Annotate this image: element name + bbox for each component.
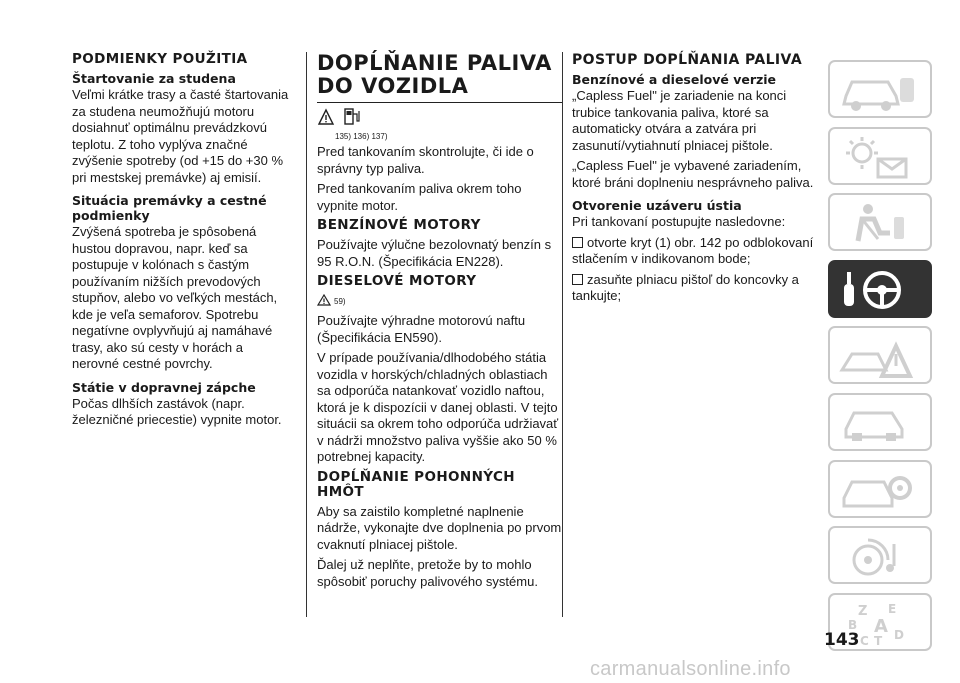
car-dashboard-icon xyxy=(838,66,918,114)
tab-maintenance[interactable] xyxy=(828,393,932,451)
paragraph-refuel-full: Aby sa zaistilo kompletné naplnenie nádrže, vykonajte dve doplnenia po prvom cvaknutí plniacej pištole. xyxy=(317,503,562,552)
key-steering-wheel-icon xyxy=(838,266,918,314)
checkbox-bullet-icon xyxy=(572,274,583,285)
chapter-tabs xyxy=(828,60,932,659)
paragraph-traffic-jam: Počas dlhších zastávok (napr. železničné priecestie) vypnite motor. xyxy=(72,395,282,427)
breakdown-triangle-icon xyxy=(838,332,918,380)
heading-refuelling: DOPĹŇANIE POHONNÝCH HMÔT xyxy=(317,468,516,500)
list-item: otvorte kryt (1) obr. 142 po odblokovaní stlačením v indikovanom bode; xyxy=(572,234,814,266)
paragraph-diesel-spec: Používajte výhradne motorovú naftu (Špecifikácia EN590). xyxy=(317,313,526,345)
warning-references: 135) 136) 137) xyxy=(335,132,388,141)
paragraph-capless-1: „Capless Fuel" je zariadenie na konci trubice tankovania paliva, ktoré sa automaticky otvára a zatvára pri zasunutí/vytiahnutí plniacej pištole. xyxy=(572,88,787,153)
caution-icon xyxy=(317,293,331,311)
index-letter: A xyxy=(874,615,888,637)
index-letter: E xyxy=(888,601,897,616)
subheading-cold-start: Štartovanie za studena xyxy=(72,71,236,86)
fuel-pump-icon xyxy=(317,106,339,131)
car-maintenance-icon xyxy=(838,399,918,447)
index-letter: C xyxy=(860,633,869,647)
page-number: 143 xyxy=(824,630,860,650)
tab-technical-data[interactable] xyxy=(828,460,932,518)
paragraph-traffic-road: Zvýšená spotreba je spôsobená hustou dopravou, napr. keď sa postupuje v kolónach s častým používaním nižších prevodových stupňov, alebo vo veľkých mestách, kde je veľa semaforov. Spotrebu negatívne ovplyvňujú aj namáhavé trasy, ako sú cesty v horách a nerovné cestné povrchy. xyxy=(72,224,278,371)
heading-refuel-procedure: POSTUP DOPĹŇANIA PALIVA xyxy=(572,52,803,68)
column-refuelling xyxy=(317,52,562,594)
subheading-opening: Otvorenie uzáveru ústia xyxy=(572,198,742,213)
section-title-usage-conditions: PODMIENKY POUŽITIA xyxy=(72,51,248,67)
warning-lights-icon xyxy=(838,133,918,181)
paragraph-check-fuel: Pred tankovaním skontrolujte, či ide o správny typ paliva. xyxy=(317,144,534,176)
tab-safety[interactable] xyxy=(828,193,932,251)
warning-symbols xyxy=(317,109,562,131)
subheading-petrol-diesel: Benzínové a dieselové verzie xyxy=(572,72,777,87)
index-letter: T xyxy=(874,633,883,647)
paragraph-petrol: Používajte výlučne bezolovnatý benzín s 95 R.O.N. (Špecifikácia EN228). xyxy=(317,237,552,269)
checkbox-bullet-icon xyxy=(572,237,583,248)
heading-diesel-engines: DIESELOVÉ MOTORY xyxy=(317,273,477,289)
diesel-references: 59) xyxy=(334,297,346,306)
tab-warning-lights[interactable] xyxy=(828,127,932,185)
column-usage-conditions xyxy=(72,52,292,433)
paragraph-engine-off: Pred tankovaním paliva okrem toho vypnite motor. xyxy=(317,181,522,213)
diesel-note-row xyxy=(317,293,562,311)
paragraph-cold-start: Veľmi krátke trasy a časté štartovania za studena neumožňujú motoru dosiahnuť optimálnu prevádzkovú teplotu. Z toho vyplýva značné zvýšenie spotreby (od +15 do +30 % pri mestskej premávke) aj emisií. xyxy=(72,87,289,185)
fuel-pump-icon xyxy=(343,106,361,131)
heading-petrol-engines: BENZÍNOVÉ MOTORY xyxy=(317,217,481,233)
paragraph-procedure-intro: Pri tankovaní postupujte nasledovne: xyxy=(572,214,786,229)
index-letter: Z xyxy=(858,603,868,619)
chapter-title-refuelling: DOPĹŇANIE PALIVA DO VOZIDLA xyxy=(317,52,562,103)
index-letter: D xyxy=(894,627,904,642)
list-item: zasuňte plniacu pištoľ do koncovky a tankujte; xyxy=(572,271,799,303)
paragraph-refuel-stop: Ďalej už neplňte, pretože by to mohlo spôsobiť poruchy palivového systému. xyxy=(317,557,538,589)
column-refuel-procedure xyxy=(572,52,820,309)
index-letter: B xyxy=(848,617,858,632)
seat-safety-icon xyxy=(838,199,918,247)
watermark: carmanualsonline.info xyxy=(590,658,791,680)
tab-multimedia[interactable] xyxy=(828,526,932,584)
car-technical-data-icon xyxy=(838,466,918,514)
subheading-traffic-jam: Státie v dopravnej zápche xyxy=(72,379,256,395)
tab-emergency[interactable] xyxy=(828,326,932,384)
paragraph-diesel-cold: V prípade používania/dlhodobého státia vozidla v horských/chladných oblastiach sa odporúča natankovať vozidlo naftou, ktorá je k dispozícii v danej oblasti. V tejto situácii sa okrem toho odporúča udržiavať v nádrži množstvo paliva vyššie ako 50 % potrebnej kapacity. xyxy=(317,350,559,464)
paragraph-capless-2: „Capless Fuel" je vybavené zariadením, ktoré bráni doplneniu nesprávneho paliva. xyxy=(572,158,814,190)
tab-starting-driving[interactable] xyxy=(828,260,932,318)
subheading-traffic-road: Situácia premávky a cestné podmienky xyxy=(72,193,267,223)
multimedia-icon xyxy=(838,532,918,580)
tab-dashboard[interactable] xyxy=(828,60,932,118)
